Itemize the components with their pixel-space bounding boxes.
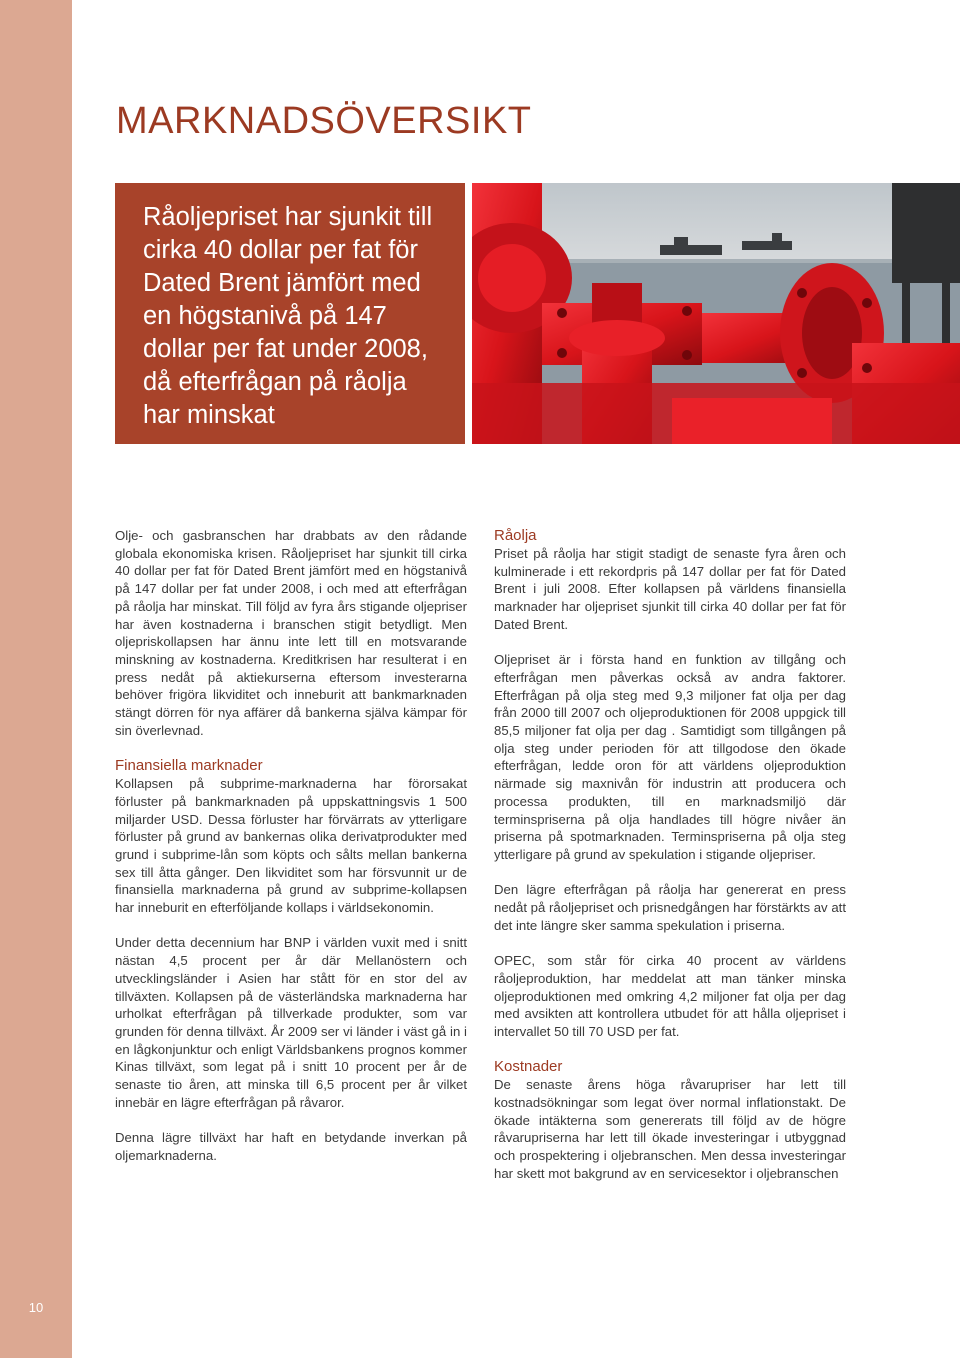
left-text-column	[115, 527, 467, 1165]
paragraph-bnp: Under detta decennium har BNP i världen vuxit med i snitt nästan 4,5 procent per år där Mellanöstern och utvecklingsländer i Asien har stått för en stor del av tillväxten. Kollapsen på de västerländska marknaderna har urholkat efterfrågan på tillverkade produkter, som var grunden för denna tillväxt. År 2009 ser vi länder i väst gå in i en lågkonjunktur och enligt Världsbankens prognos kommer Kinas tillväxt, som legat på i snitt 10 procent per år de senaste tio åren, att minska till 6,5 procent per år vilket innebär en lägre efterfrågan på råvaror.	[115, 935, 467, 1110]
paragraph-raolja-1: Priset på råolja har stigit stadigt de senaste fyra åren och kulminerade i ett rekordpris på 147 dollar per fat för Dated Brent i juli 2008. Efter kollapsen på världens finansiella marknader har oljepriset sjunkit till cirka 40 dollar per fat för Dated Brent.	[494, 546, 846, 632]
right-text-column	[494, 527, 846, 1183]
paragraph-raolja-2: Oljepriset är i första hand en funktion av tillgång och efterfrågan men påverkas också av andra faktorer. Efterfrågan på olja steg med 9,3 miljoner fat olja per dag från 2000 till 2007 och oljeproduktionen för 2008 uppgick till 85,5 miljoner fat olja per dag . Samtidigt som tillgången på olja steg under perioden för att tillgodose den ökade efterfrågan, ledde oron för att världens oljeproduktion närmade sig maxnivån för industrin att producera och processa produkten, till en marknadsmiljö där terminspriserna på olja handlades till högre nivåer än priserna på spotmarknaden. Terminspriserna på olja steg ytterligare på grund av spekulation i stigande oljepriser.	[494, 652, 846, 862]
pull-quote-box	[115, 183, 465, 444]
page-title: MARKNADSÖVERSIKT	[116, 100, 532, 142]
paragraph-kostnader: De senaste årens höga råvarupriser har lett till kostnadsökningar som legat över normal inflationstakt. De ökade intäkterna som genererats till följd av de högre råvarupriserna har lett till ökade investeringar i utbyggnad och prospektering i oljebranschen. Men dessa investeringar har skett mot bakgrund av en servicesektor i oljebranschen	[494, 1077, 846, 1181]
pull-quote-text: Råoljepriset har sjunkit till cirka 40 dollar per fat för Dated Brent jämfört med en högstanivå på 147 dollar per fat under 2008, då efterfrågan på råolja har minskat	[143, 203, 433, 429]
pipeline-valve-photo	[472, 183, 960, 444]
paragraph-finansiella-1: Kollapsen på subprime-marknaderna har förorsakat förluster på bankmarknaden på uppskattningsvis 1 500 miljarder USD. Dessa förluster har förvärrats av ytterligare förluster på grund av bankernas olika derivatprodukter med grund i subprime-lån som köpts och sålts mellan bankerna sex till åtta gånger. Den likviditet som har försvunnit ur de finansiella marknaderna på grund av subprime-kollapsen har inneburit en efterföljande kollaps i världsekonomin.	[115, 776, 467, 916]
side-color-strip	[0, 0, 72, 1358]
heading-raolja: Råolja	[494, 527, 537, 544]
paragraph-opec: OPEC, som står för cirka 40 procent av världens råoljeproduktion, har meddelat att man tänker minska oljeproduktionen med omkring 4,2 miljoner fat olja per dag med avsikten att kontrollera utbudet för att hålla oljepriset i intervallet 50 till 70 USD per fat.	[494, 953, 846, 1039]
heading-finansiella-marknader: Finansiella marknader	[115, 757, 263, 775]
page-number: 10	[28, 1300, 44, 1315]
heading-kostnader: Kostnader	[494, 1058, 563, 1076]
photo-illustration	[472, 183, 960, 444]
paragraph-tillvaxt: Denna lägre tillväxt har haft en betydande inverkan på oljemarknaderna.	[115, 1130, 467, 1163]
intro-paragraph: Olje- och gasbranschen har drabbats av den rådande globala ekonomiska krisen. Råoljepriset har sjunkit till cirka 40 dollar per fat för Dated Brent jämfört med en högstanivå på 147 dollar per fat under 2008, i och med att efterfrågan på råolja har minskat. Till följd av fyra års stigande oljepriser har även kostnaderna i branschen stigit betydligt. Men oljepriskollapsen har ännu inte lett till en motsvarande minskning av kostnaderna. Kreditkrisen har resulterat i en press nedåt på aktiekurserna eftersom investerarna behöver frigöra likviditet och inneburit att bankmarknaden stängt dörren för nya affärer då bankerna själva kämpar för sin överlevnad.	[115, 528, 467, 738]
paragraph-raolja-3: Den lägre efterfrågan på råolja har genererat en press nedåt på råoljepriset och prisnedgången har förstärkts av att det inte längre sker samma spekulation i priserna.	[494, 882, 846, 933]
